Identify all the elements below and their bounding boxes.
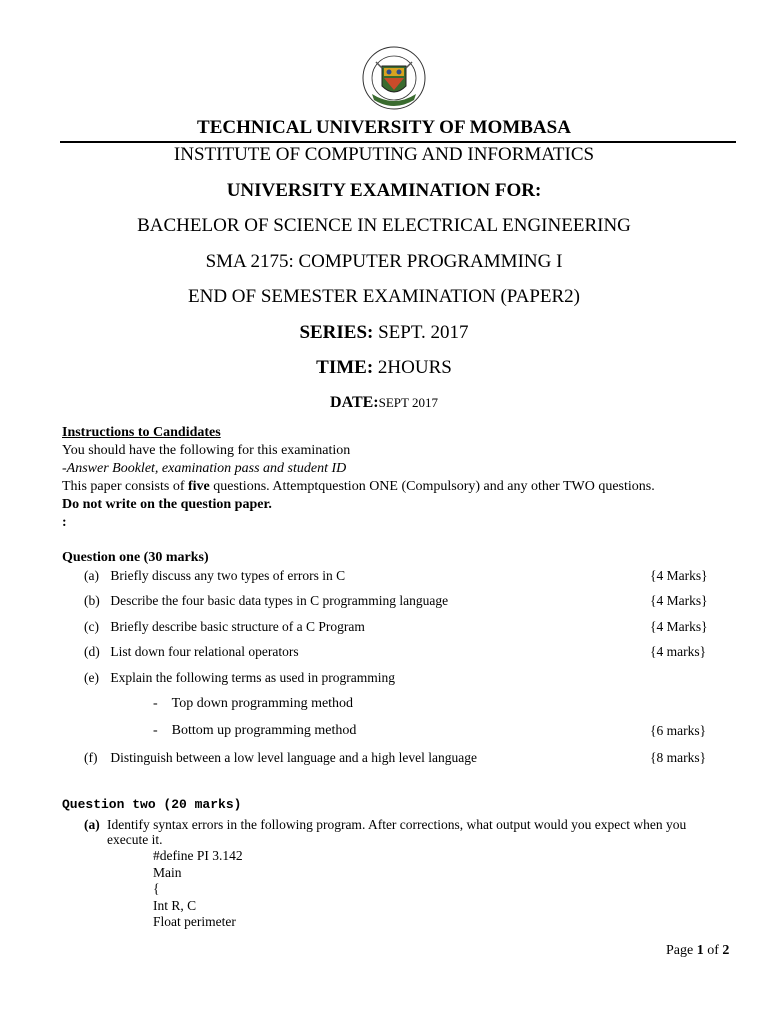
question-two-heading: Question two (20 marks)	[62, 797, 242, 812]
date-label: DATE:	[330, 394, 379, 411]
university-logo	[354, 44, 434, 114]
header-rule	[60, 141, 736, 143]
institute-name: INSTITUTE OF COMPUTING AND INFORMATICS	[173, 144, 595, 165]
time-label: TIME:	[316, 357, 374, 378]
instructions-colon: :	[62, 515, 67, 530]
degree-title: BACHELOR OF SCIENCE IN ELECTRICAL ENGINEERING	[137, 215, 631, 236]
exam-type: END OF SEMESTER EXAMINATION (PAPER2)	[188, 286, 580, 307]
code-line: {	[153, 881, 160, 896]
instructions-block	[62, 424, 655, 532]
date-value: SEPT 2017	[378, 395, 438, 410]
question-marks: {4 Marks}	[650, 619, 708, 634]
page-number: Page 1 of 2	[666, 943, 730, 958]
university-name: TECHNICAL UNIVERSITY OF MOMBASA	[197, 117, 571, 138]
question-marks: {6 marks}	[650, 723, 707, 738]
question-two-a-label: (a)	[84, 817, 100, 832]
question-item: (b) Describe the four basic data types in C programming language	[84, 593, 449, 608]
code-line: Main	[153, 864, 182, 880]
code-line: #define PI 3.142	[153, 848, 243, 863]
date-line	[0, 394, 768, 412]
series-label: SERIES:	[299, 322, 374, 343]
time-value: 2HOURS	[377, 357, 452, 378]
question-item: (e) Explain the following terms as used in programming	[84, 670, 395, 685]
question-two-a-text: Identify syntax errors in the following program. After corrections, what output would you expect when you execute it.	[107, 817, 687, 847]
instructions-line: This paper consists of five questions. Attemptquestion ONE (Compulsory) and any other TWO questions.	[62, 479, 655, 494]
instructions-heading: Instructions to Candidates	[62, 425, 221, 440]
question-marks: {8 marks}	[650, 750, 707, 765]
code-block	[153, 848, 243, 931]
code-line: Float perimeter	[153, 914, 236, 929]
code-line: Int R, C	[153, 897, 197, 913]
question-item: (f) Distinguish between a low level language and a high level language	[84, 750, 478, 765]
question-one-heading: Question one (30 marks)	[62, 550, 209, 565]
question-item: (d) List down four relational operators	[84, 644, 299, 659]
question-marks: {4 marks}	[650, 644, 707, 659]
question-marks: {4 Marks}	[650, 593, 708, 608]
instructions-line: You should have the following for this examination	[62, 443, 351, 458]
question-marks: {4 Marks}	[650, 568, 708, 583]
sub-item: - Bottom up programming method	[153, 723, 357, 738]
series-line	[0, 322, 768, 344]
question-item: (a) Briefly discuss any two types of errors in C	[84, 568, 346, 583]
series-value: SEPT. 2017	[378, 322, 469, 343]
instructions-warning: Do not write on the question paper.	[62, 497, 272, 512]
instructions-line: -Answer Booklet, examination pass and student ID	[62, 461, 347, 476]
question-item: (c) Briefly describe basic structure of a C Program	[84, 619, 365, 634]
course-title: SMA 2175: COMPUTER PROGRAMMING I	[205, 251, 563, 272]
sub-item: - Top down programming method	[153, 696, 354, 711]
exam-for-heading: UNIVERSITY EXAMINATION FOR:	[226, 180, 542, 201]
time-line	[0, 357, 768, 379]
